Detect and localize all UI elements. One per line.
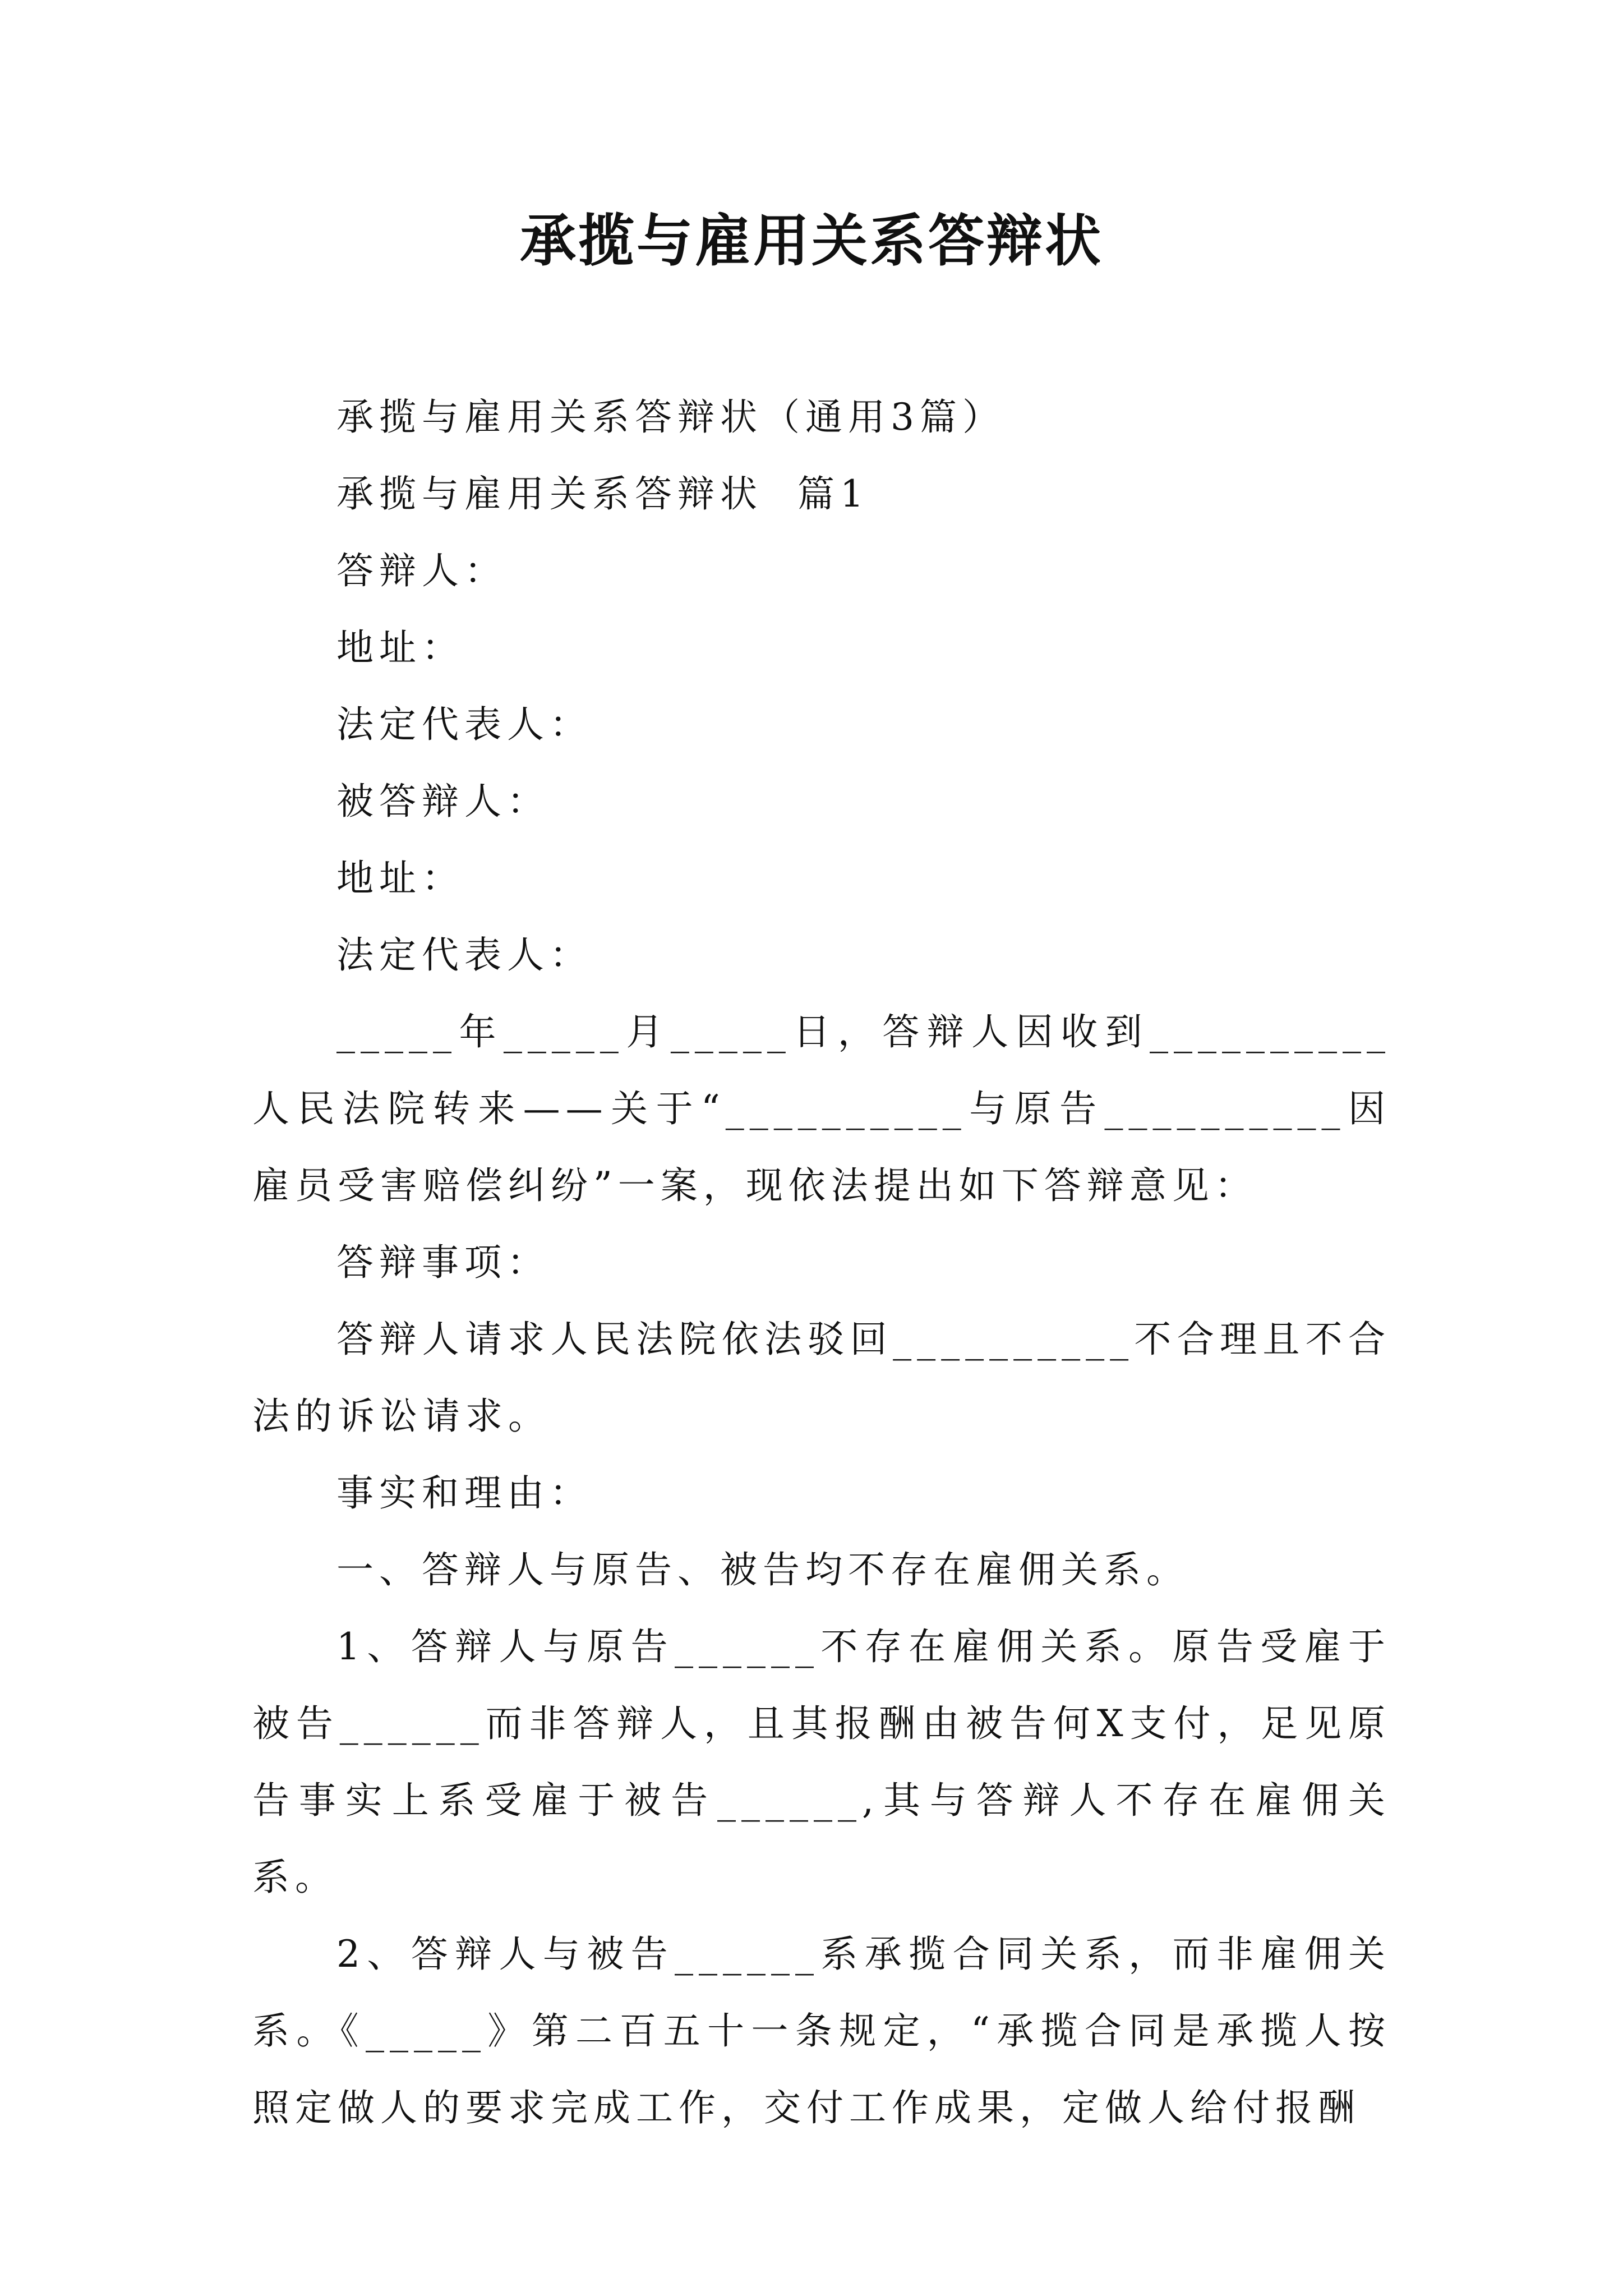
document-body bbox=[252, 379, 1391, 2146]
paragraph-point-one-2: 2、答辩人与被告______系承揽合同关系，而非雇佣关系。《_____》第二百五十一条规定，“承揽合同是承揽人按照定做人的要求完成工作，交付工作成果，定做人给付报酬 bbox=[252, 1932, 1391, 2129]
paragraph-respondent: 答辩人： bbox=[336, 549, 507, 592]
paragraph-respondent-address: 地址： bbox=[336, 626, 464, 669]
paragraph-intro: _____年_____月_____日，答辩人因收到__________人民法院转来——关于“__________与原告__________因雇员受害赔偿纠纷”一案，现依法提出如下答辩意见： bbox=[252, 1010, 1391, 1207]
paragraph-claimant: 被答辩人： bbox=[336, 780, 550, 823]
paragraph-defense-items-heading: 答辩事项： bbox=[336, 1241, 550, 1284]
paragraph-respondent-representative: 法定代表人： bbox=[336, 703, 592, 746]
document-title: 承揽与雇用关系答辩状 bbox=[520, 208, 1103, 274]
paragraph-subtitle: 承揽与雇用关系答辩状（通用3篇） bbox=[336, 395, 1005, 439]
paragraph-point-one: 一、答辩人与原告、被告均不存在雇佣关系。 bbox=[336, 1548, 1189, 1591]
paragraph-claimant-address: 地址： bbox=[336, 857, 464, 900]
paragraph-claimant-representative: 法定代表人： bbox=[336, 933, 592, 977]
paragraph-defense-request: 答辩人请求人民法院依法驳回__________不合理且不合法的诉讼请求。 bbox=[252, 1318, 1391, 1438]
paragraph-section-heading: 承揽与雇用关系答辩状 篇1 bbox=[336, 472, 869, 516]
paragraph-facts-heading: 事实和理由： bbox=[336, 1471, 592, 1515]
paragraph-point-one-1: 1、答辩人与原告______不存在雇佣关系。原告受雇于被告______而非答辩人，且其报酬由被告何X支付，足见原告事实上系受雇于被告______,其与答辩人不存在雇佣关系。 bbox=[252, 1625, 1391, 1899]
